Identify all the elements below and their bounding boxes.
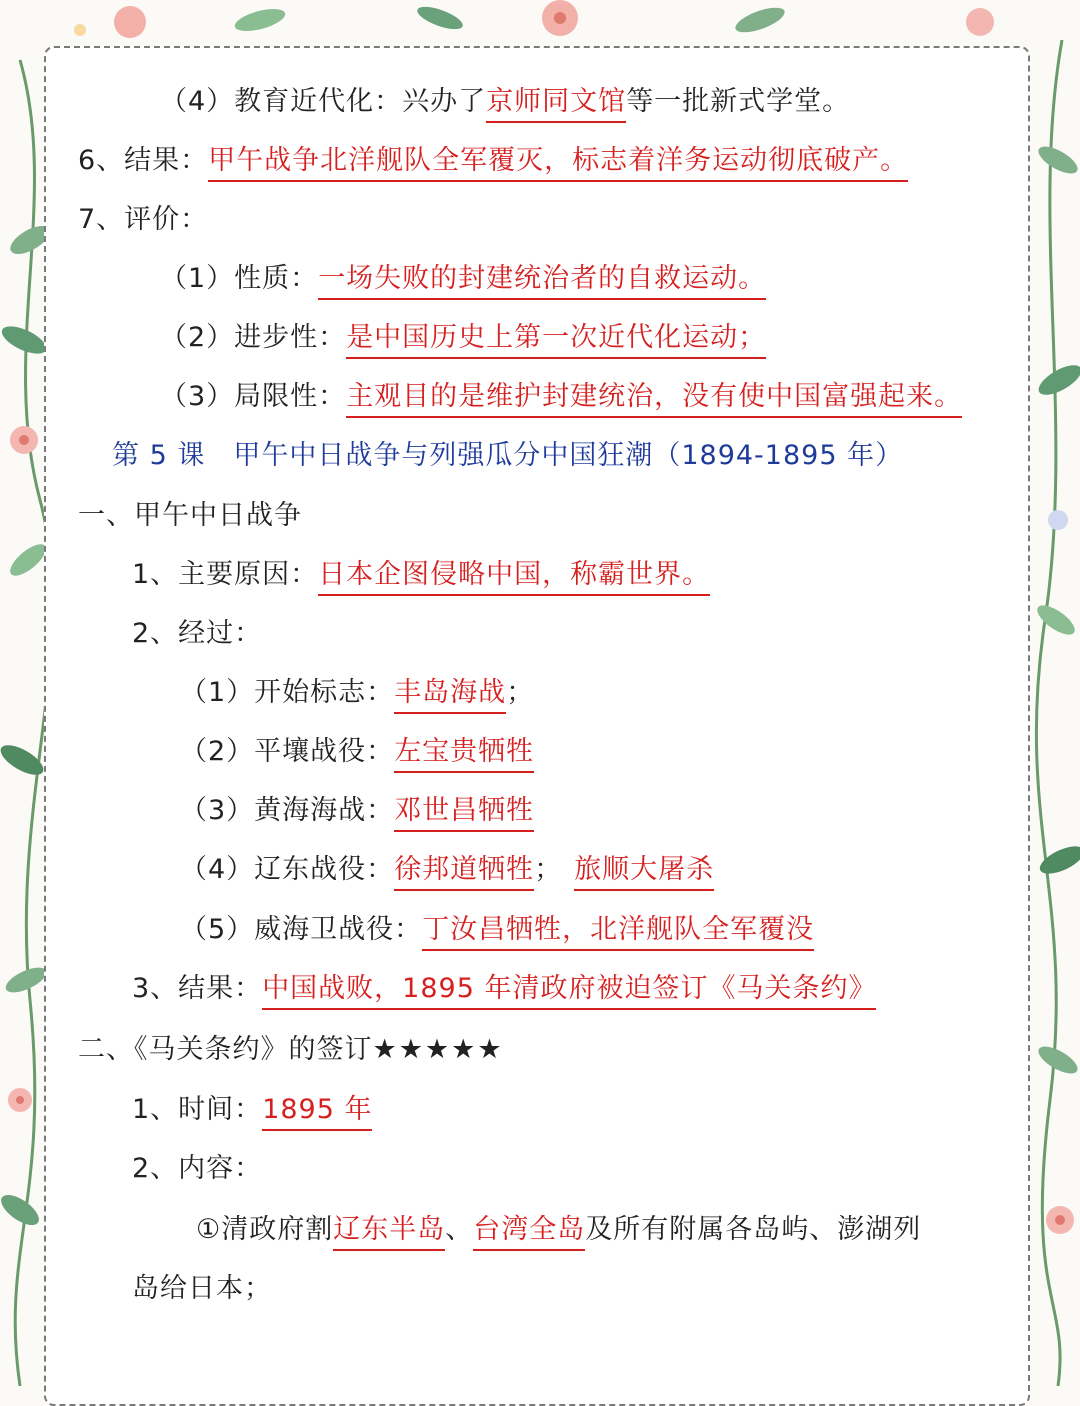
- label: 6、结果：: [78, 145, 209, 176]
- answer: 邓世昌牺牲: [394, 793, 534, 832]
- answer: 辽东半岛: [333, 1212, 445, 1251]
- title-text: 第 5 课 甲午中日战争与列强瓜分中国狂潮（1894-1895 年）: [112, 440, 904, 471]
- lesson-title: [112, 438, 903, 474]
- label: （3）局限性：: [160, 381, 347, 412]
- line-weihaiwei: [180, 912, 814, 951]
- label: （4）教育近代化：兴办了: [160, 86, 487, 117]
- section-heading-treaty: [78, 1032, 504, 1068]
- line-result: [78, 143, 908, 182]
- line-war-result: [132, 971, 876, 1010]
- answer: 主观目的是维护封建统治，没有使中国富强起来。: [346, 379, 962, 418]
- label: （3）黄海海战：: [180, 795, 395, 826]
- notes-card: [44, 46, 1030, 1406]
- label: 2、内容：: [132, 1153, 263, 1184]
- line-start: [180, 675, 534, 714]
- answer: 丁汝昌牺牲，北洋舰队全军覆没: [422, 912, 814, 951]
- label: 2、经过：: [132, 618, 263, 649]
- label: ①清政府割: [196, 1214, 334, 1245]
- answer: 徐邦道牺牲: [394, 852, 534, 891]
- label: 3、结果：: [132, 973, 263, 1004]
- line-liaodong: [180, 852, 714, 891]
- text: 等一批新式学堂。: [626, 86, 851, 117]
- answer: 左宝贵牺牲: [394, 734, 534, 773]
- label: （4）辽东战役：: [180, 854, 395, 885]
- line-time: [132, 1092, 372, 1131]
- line-progress: [160, 320, 766, 359]
- label: （5）威海卫战役：: [180, 914, 423, 945]
- text: ；: [534, 854, 563, 885]
- answer: 是中国历史上第一次近代化运动；: [346, 320, 766, 359]
- answer: 日本企图侵略中国，称霸世界。: [318, 557, 710, 596]
- section-heading-war: [78, 498, 302, 534]
- answer: 京师同文馆: [486, 84, 626, 123]
- answer: 台湾全岛: [473, 1212, 585, 1251]
- text: 及所有附属各岛屿、澎湖列: [585, 1214, 922, 1245]
- answer: 一场失败的封建统治者的自救运动。: [318, 261, 766, 300]
- answer: 丰岛海战: [394, 675, 506, 714]
- label: （2）进步性：: [160, 322, 347, 353]
- line-cause: [132, 557, 710, 596]
- line-yellow-sea: [180, 793, 534, 832]
- line-content: [132, 1151, 262, 1187]
- label: （1）开始标志：: [180, 677, 395, 708]
- line-evaluation: [78, 202, 208, 238]
- heading-text: 一、甲午中日战争: [78, 500, 302, 531]
- line-pyongyang: [180, 734, 534, 773]
- label: （2）平壤战役：: [180, 736, 395, 767]
- line-nature: [160, 261, 766, 300]
- answer: 甲午战争北洋舰队全军覆灭，标志着洋务运动彻底破产。: [208, 143, 908, 182]
- line-process: [132, 616, 262, 652]
- text: 、: [445, 1214, 474, 1245]
- line-cession-cont: [132, 1271, 272, 1307]
- label: （1）性质：: [160, 263, 319, 294]
- label: 1、时间：: [132, 1094, 263, 1125]
- label: 1、主要原因：: [132, 559, 319, 590]
- answer: 中国战败，1895 年清政府被迫签订《马关条约》: [262, 971, 876, 1010]
- label: 7、评价：: [78, 204, 209, 235]
- line-cession: [196, 1212, 921, 1251]
- text: 岛给日本；: [132, 1273, 272, 1304]
- star-rating: ★★★★★: [372, 1034, 504, 1065]
- line-education: [160, 84, 850, 123]
- answer: 1895 年: [262, 1092, 372, 1131]
- answer: 旅顺大屠杀: [574, 852, 714, 891]
- line-limitation: [160, 379, 962, 418]
- text: ；: [506, 677, 535, 708]
- heading-text: 二、《马关条约》的签订: [78, 1034, 373, 1065]
